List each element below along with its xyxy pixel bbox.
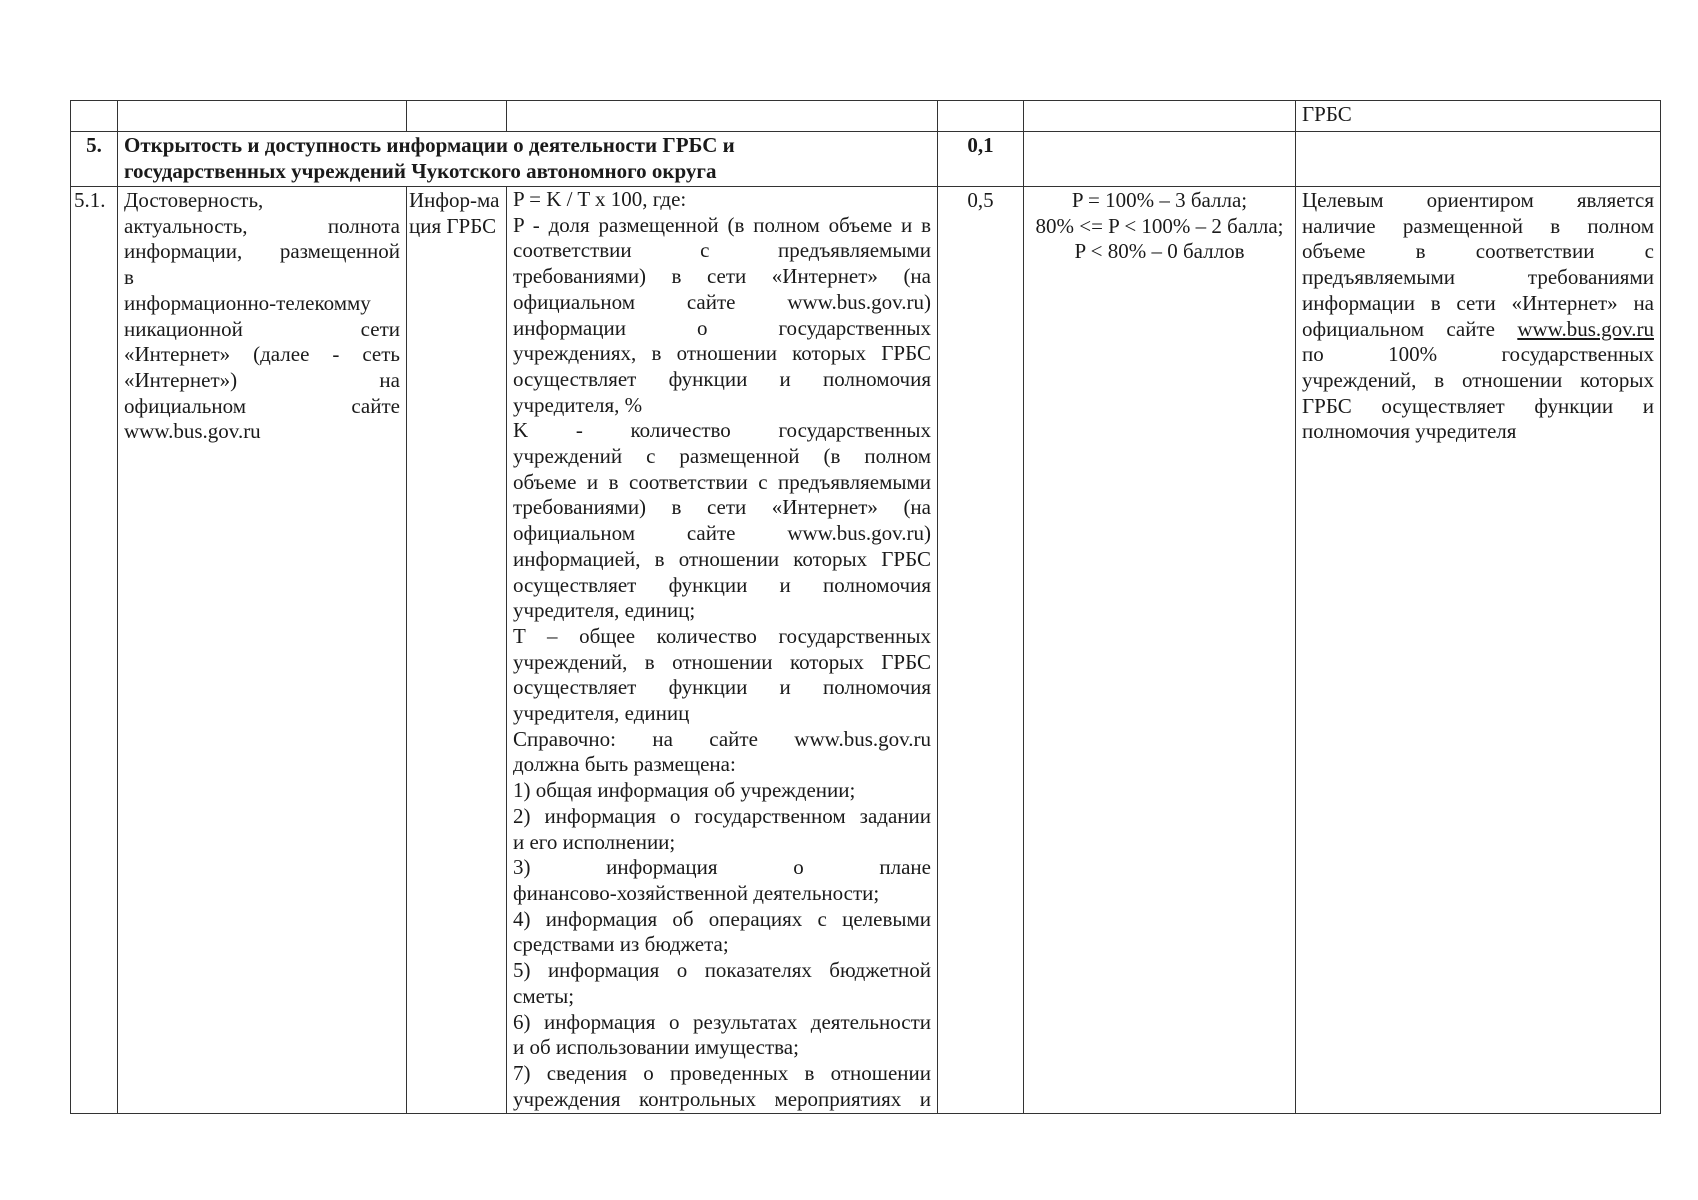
formula-line: требованиями) в сети «Интернет» (на xyxy=(513,264,931,289)
notes-line: информации в сети «Интернет» на xyxy=(1302,290,1654,315)
continuation-row xyxy=(71,101,1661,132)
source-line: Инфор-ма xyxy=(409,188,500,212)
formula-line: требованиями) в сети «Интернет» (на xyxy=(513,495,931,520)
name-line: информационно-телекомму xyxy=(124,290,371,315)
prev-notes-cell: ГРБС xyxy=(1296,101,1661,132)
formula-line: 1) общая информация об учреждении; xyxy=(513,778,856,803)
scoring-line: P = 100% – 3 балла; xyxy=(1071,188,1248,212)
formula-line: осуществляет функции и полномочия xyxy=(513,572,931,597)
formula-line: Справочно: на сайте www.bus.gov.ru xyxy=(513,726,931,751)
formula-line: финансово-хозяйственной деятельности; xyxy=(513,880,880,905)
notes-line: предъявляемыми требованиями xyxy=(1302,265,1654,290)
formula-line: 3) информация о плане xyxy=(513,855,931,880)
name-line: «Интернет») на xyxy=(124,367,400,392)
section-weight: 0,1 xyxy=(938,132,1024,187)
name-line: www.bus.gov.ru xyxy=(124,419,261,444)
criterion-notes xyxy=(1296,187,1661,1114)
formula-line: учредителя, единиц xyxy=(513,701,690,726)
formula-line: средствами из бюджета; xyxy=(513,932,729,957)
prev-formula-cell xyxy=(507,101,938,132)
section-number: 5. xyxy=(71,132,118,187)
section-scoring-cell xyxy=(1024,132,1296,187)
section-row xyxy=(71,132,1661,187)
formula-line: объеме и в соответствии с предъявляемыми xyxy=(513,469,931,494)
formula-line: P - доля размещенной (в полном объеме и в xyxy=(513,212,931,237)
prev-num-cell xyxy=(71,101,118,132)
section-notes-cell xyxy=(1296,132,1661,187)
formula-line: сметы; xyxy=(513,983,575,1008)
notes-line xyxy=(1302,317,1654,343)
formula-line: 7) сведения о проведенных в отношении xyxy=(513,1060,931,1085)
section-title xyxy=(118,132,938,187)
notes-line: по 100% государственных xyxy=(1302,342,1654,367)
formula-line: учредителя, единиц; xyxy=(513,598,696,623)
notes-line: наличие размещенной в полном xyxy=(1302,213,1654,238)
prev-name-cell xyxy=(118,101,407,132)
formula-line: учреждения контрольных мероприятиях и xyxy=(513,1086,931,1111)
formula-line: K - количество государственных xyxy=(513,418,931,443)
notes-line: полномочия учредителя xyxy=(1302,419,1517,444)
criterion-row xyxy=(71,187,1661,1114)
criterion-name xyxy=(118,187,407,1114)
formula-line: учреждений с размещенной (в полном xyxy=(513,444,931,469)
formula-line: учреждениях, в отношении которых ГРБС xyxy=(513,341,931,366)
criterion-number: 5.1. xyxy=(71,187,118,1114)
formula-line: 4) информация об операциях с целевыми xyxy=(513,906,931,931)
formula-line: и его исполнении; xyxy=(513,829,676,854)
criteria-table xyxy=(70,100,1661,1114)
scoring-line: 80% <= P < 100% – 2 балла; xyxy=(1035,213,1284,238)
formula-line: осуществляет функции и полномочия xyxy=(513,366,931,391)
prev-scoring-cell xyxy=(1024,101,1296,132)
name-line: информации, размещенной xyxy=(124,239,400,264)
criterion-formula xyxy=(507,187,938,1114)
prev-source-cell xyxy=(407,101,507,132)
criterion-weight: 0,5 xyxy=(938,187,1024,1114)
name-line: актуальность, полнота xyxy=(124,213,400,238)
section-title-line: Открытость и доступность информации о деятельности ГРБС и xyxy=(124,133,735,157)
notes-line: объеме в соответствии с xyxy=(1302,239,1654,264)
prev-weight-cell xyxy=(938,101,1024,132)
formula-line: должна быть размещена: xyxy=(513,752,736,777)
formula-line: информацией, в отношении которых ГРБС xyxy=(513,546,931,571)
name-line: в xyxy=(124,265,134,290)
formula-line: и об использовании имущества; xyxy=(513,1035,799,1060)
formula-line: информации о государственных xyxy=(513,315,931,340)
section-title-line: государственных учреждений Чукотского автономного округа xyxy=(124,158,717,183)
formula-line: 5) информация о показателях бюджетной xyxy=(513,958,931,983)
formula-line: соответствии с предъявляемыми xyxy=(513,238,931,263)
bus-gov-link[interactable]: www.bus.gov.ru xyxy=(1517,316,1654,341)
source-line: ция ГРБС xyxy=(409,213,497,238)
notes-line: Целевым ориентиром является xyxy=(1302,188,1654,212)
name-line: никационной сети xyxy=(124,316,400,341)
formula-line: P = K / T x 100, где: xyxy=(513,187,687,211)
formula-line: 2) информация о государственном задании xyxy=(513,803,931,828)
name-line: «Интернет» (далее - сеть xyxy=(124,342,400,367)
formula-line: учреждений, в отношении которых ГРБС xyxy=(513,649,931,674)
formula-line: осуществляет функции и полномочия xyxy=(513,675,931,700)
name-line: официальном сайте xyxy=(124,393,400,418)
formula-line: 6) информация о результатах деятельности xyxy=(513,1009,931,1034)
criterion-source xyxy=(407,187,507,1114)
formula-line: официальном сайте www.bus.gov.ru) xyxy=(513,521,931,546)
formula-line: T – общее количество государственных xyxy=(513,623,931,648)
scoring-line: P < 80% – 0 баллов xyxy=(1074,239,1245,264)
criterion-scoring xyxy=(1024,187,1296,1114)
formula-line: официальном сайте www.bus.gov.ru) xyxy=(513,289,931,314)
notes-line: учреждений, в отношении которых xyxy=(1302,367,1654,392)
notes-line-text: официальном сайте xyxy=(1302,316,1495,341)
notes-line: ГРБС осуществляет функции и xyxy=(1302,393,1654,418)
name-line: Достоверность, xyxy=(124,188,264,212)
formula-line: учредителя, % xyxy=(513,392,643,417)
